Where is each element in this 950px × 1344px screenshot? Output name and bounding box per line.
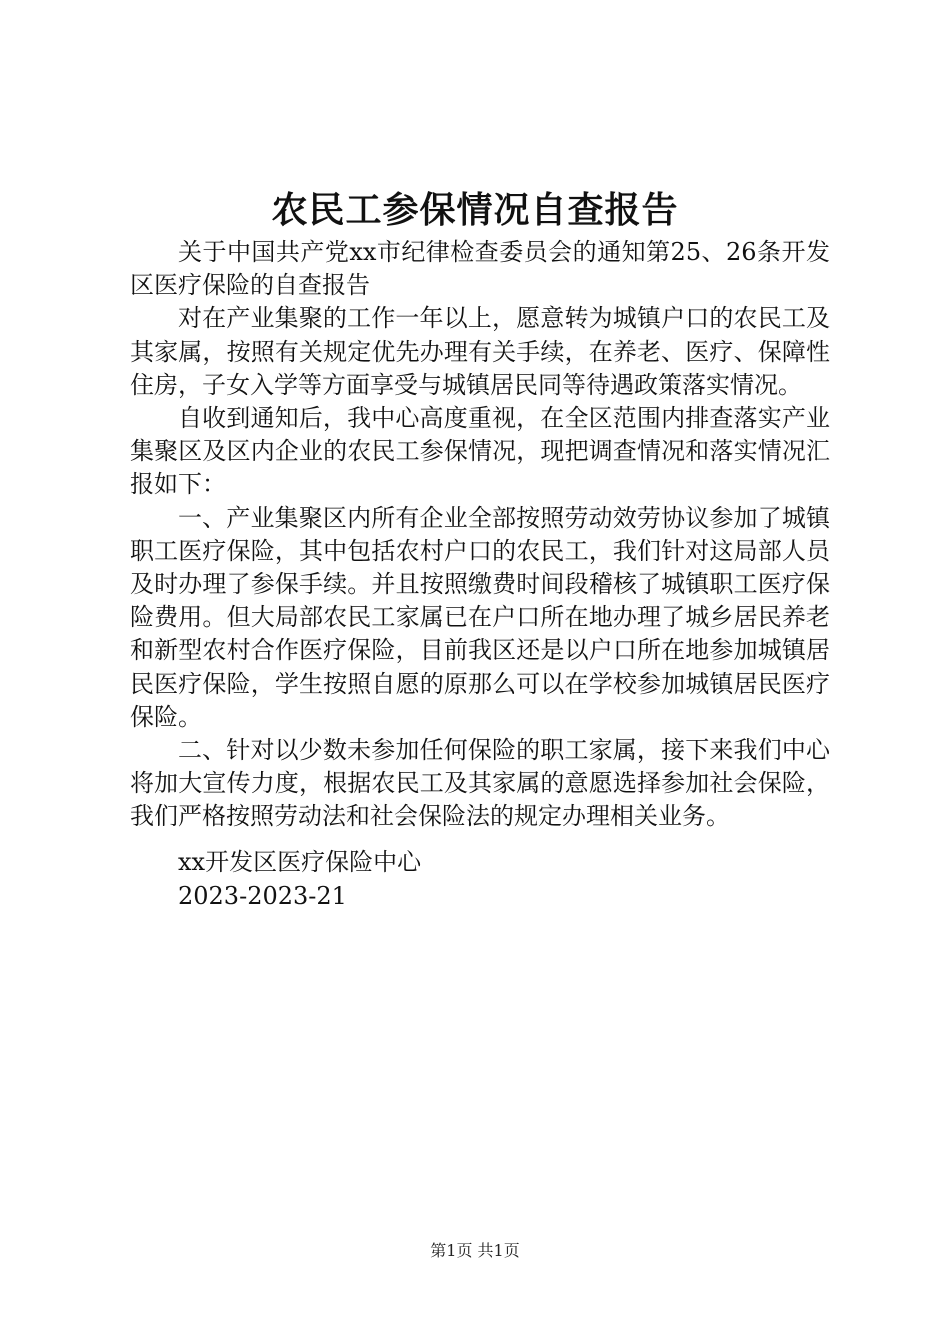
paragraph-intro: 关于中国共产党xx市纪律检查委员会的通知第25、26条开发区医疗保险的自查报告 — [130, 238, 830, 300]
document-title: 农民工参保情况自查报告 — [271, 189, 679, 231]
page-footer: 第1页 共1页 — [430, 1241, 520, 1260]
signature-date: 2023-2023-21 — [178, 882, 347, 910]
paragraph-item-one: 一、产业集聚区内所有企业全部按照劳动效劳协议参加了城镇职工医疗保险，其中包括农村户口的农民工，我们针对这局部人员及时办理了参保手续。并且按照缴费时间段稽核了城镇职工医疗保险费用。但大局部农民工家属已在户口所在地办理了城乡居民养老和新型农村合作医疗保险，目前我区还是以户口所在地参加城镇居民医疗保险，学生按照自愿的原那么可以在学校参加城镇居民医疗保险。 — [130, 503, 830, 731]
paragraph-item-two: 二、针对以少数未参加任何保险的职工家属，接下来我们中心将加大宣传力度，根据农民工及其家属的意愿选择参加社会保险，我们严格按照劳动法和社会保险法的规定办理相关业务。 — [130, 736, 830, 831]
signature-org: xx开发区医疗保险中心 — [178, 848, 422, 876]
paragraph-response: 自收到通知后，我中心高度重视，在全区范围内排查落实产业集聚区及区内企业的农民工参保情况，现把调查情况和落实情况汇报如下： — [130, 404, 830, 499]
signature-block — [178, 845, 421, 913]
paragraph-policy: 对在产业集聚的工作一年以上，愿意转为城镇户口的农民工及其家属，按照有关规定优先办理有关手续，在养老、医疗、保障性住房，子女入学等方面享受与城镇居民同等待遇政策落实情况。 — [130, 304, 830, 399]
document-body — [130, 236, 830, 834]
